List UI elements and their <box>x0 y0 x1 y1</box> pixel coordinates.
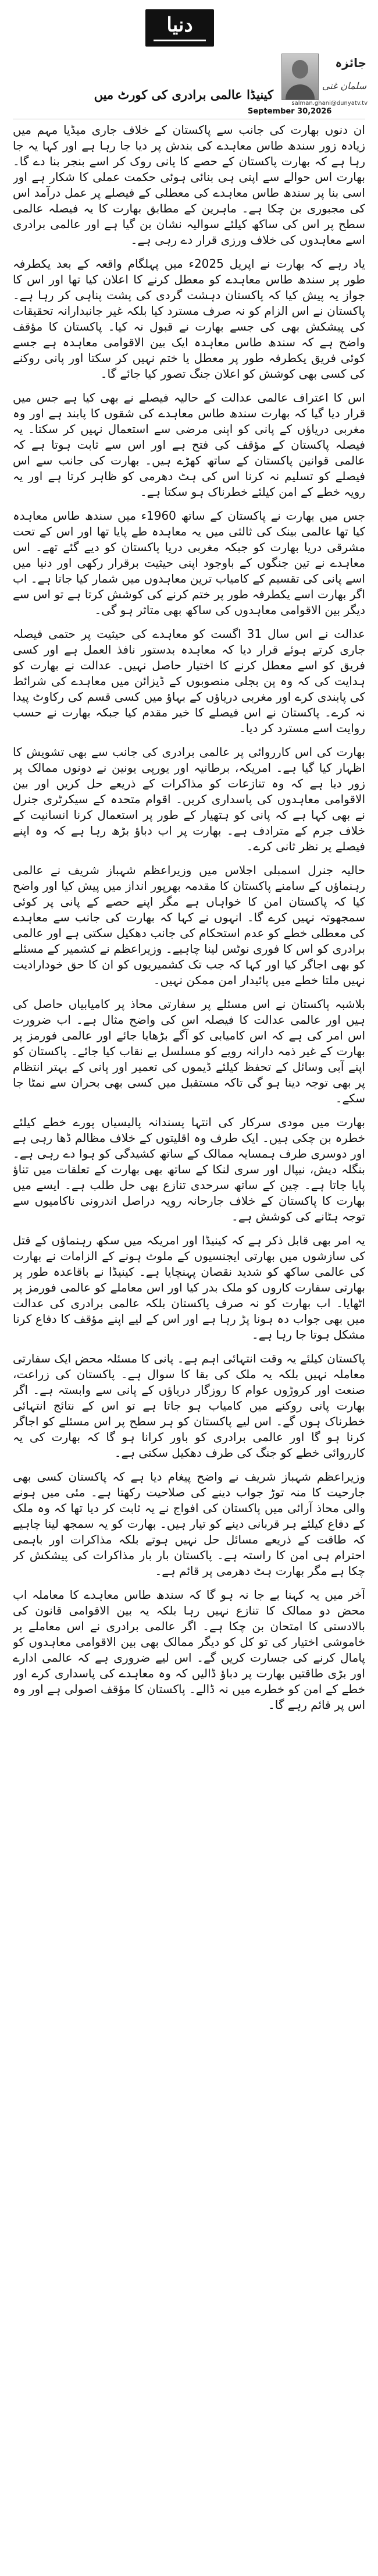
column-name: جائزہ <box>335 56 366 70</box>
masthead <box>0 0 378 116</box>
article-paragraph: اس کا اعتراف عالمی عدالت کے حالیہ فیصلے نے بھی کیا ہے جس میں قرار دیا گیا کہ بھارت سندھ طاس معاہدے کی شقوں کا پابند ہے اور وہ مغربی دریاؤں کے پانی کو اپنی مرضی سے استعمال نہیں کر سکتا۔ یہ فیصلہ پاکستان کے مؤقف کی فتح ہے اور اس سے ثابت ہوتا ہے کہ عالمی قوانین پاکستان کے ساتھ کھڑے ہیں۔ بھارت کی جانب سے اس فیصلے کو تسلیم نہ کرنا اس کی ہٹ دھرمی کو ظاہر کرتا ہے اور یہ رویہ خطے کے امن کیلئے خطرناک ہو سکتا ہے۔ <box>13 391 365 499</box>
article-paragraph: جس میں بھارت نے پاکستان کے ساتھ 1960ء میں سندھ طاس معاہدہ کیا تھا عالمی بینک کی ثالثی میں یہ معاہدہ طے پایا تھا اور اس کے تحت مشرقی دریا بھارت کو جبکہ مغربی دریا پاکستان کو دیے گئے تھے۔ اس معاہدے نے تین جنگوں کے باوجود اپنی حیثیت برقرار رکھی اور دنیا میں اسے پانی کی تقسیم کے کامیاب ترین معاہدوں میں شمار کیا جاتا ہے۔ اب اگر بھارت اسے یکطرفہ طور پر ختم کرنے کی کوشش کرتا ہے تو اس سے دیگر بین الاقوامی معاہدوں کی ساکھ بھی متاثر ہو گی۔ <box>13 509 365 617</box>
author-email: salman.ghani@dunyatv.tv <box>291 100 368 107</box>
article-paragraph: حالیہ جنرل اسمبلی اجلاس میں وزیراعظم شہباز شریف نے عالمی رہنماؤں کے سامنے پاکستان کا مقدمہ بھرپور انداز میں پیش کیا اور واضح کیا کہ پاکستان امن کا خواہاں ہے مگر اپنے حصے کے پانی پر کوئی سمجھوتہ نہیں کرے گا۔ انہوں نے کہا کہ بھارت کی جانب سے معاہدے کی معطلی خطے کو عدم استحکام کی جانب دھکیل سکتی ہے اور عالمی برادری کو اس کا فوری نوٹس لینا چاہیے۔ وزیراعظم نے کشمیر کے مسئلے کو بھی اجاگر کیا اور کہا کہ جب تک کشمیریوں کو ان کا حق خودارادیت نہیں ملتا خطے میں پائیدار امن ممکن نہیں۔ <box>13 863 365 987</box>
article-paragraph: عدالت نے اس سال 31 اگست کو معاہدے کی حیثیت پر حتمی فیصلہ جاری کرتے ہوئے قرار دیا کہ معاہدہ بدستور نافذ العمل ہے اور کسی فریق کو اسے معطل کرنے کا اختیار حاصل نہیں۔ عدالت نے بھارت کو ہدایت کی کہ وہ پن بجلی منصوبوں کے ڈیزائن میں معاہدے کی شرائط کی پابندی کرے اور مغربی دریاؤں کے بہاؤ میں کسی قسم کی رکاوٹ پیدا نہ کرے۔ پاکستان نے اس فیصلے کا خیر مقدم کیا جبکہ بھارت نے حسب روایت اسے مسترد کر دیا۔ <box>13 627 365 735</box>
article-title: کینیڈا عالمی برادری کی کورٹ میں <box>94 87 273 102</box>
article-paragraph: وزیراعظم شہباز شریف نے واضح پیغام دیا ہے کہ پاکستان کسی بھی جارحیت کا منہ توڑ جواب دینے کی صلاحیت رکھتا ہے۔ مئی میں ہونے والی محاذ آرائی میں پاکستان کی افواج نے یہ ثابت کر دیا تھا کہ وہ ملک کے دفاع کیلئے ہر قربانی دینے کو تیار ہیں۔ بھارت کو یہ سمجھ لینا چاہیے کہ طاقت کے ذریعے مسائل حل نہیں ہوتے بلکہ مذاکرات اور باہمی احترام ہی امن کا راستہ ہے۔ پاکستان بار بار مذاکرات کی پیشکش کر چکا ہے مگر بھارت ہٹ دھرمی پر قائم ہے۔ <box>13 1470 365 1578</box>
article-body <box>13 122 365 2567</box>
publish-date: September 30,2026 <box>248 107 332 116</box>
author-head-icon <box>292 60 308 79</box>
article-paragraph: بھارت میں مودی سرکار کی انتہا پسندانہ پالیسیاں پورے خطے کیلئے خطرہ بن چکی ہیں۔ ایک طرف وہ اقلیتوں کے خلاف مظالم ڈھا رہی ہے اور دوسری طرف ہمسایہ ممالک کے ساتھ کشیدگی کو ہوا دے رہی ہے۔ بنگلہ دیش، نیپال اور سری لنکا کے ساتھ بھی بھارت کے تعلقات میں تناؤ پایا جاتا ہے۔ چین کے ساتھ سرحدی تنازع بھی حل طلب ہے۔ ایسے میں بھارت کا پاکستان کے خلاف جارحانہ رویہ دراصل اندرونی ناکامیوں سے توجہ ہٹانے کی کوشش ہے۔ <box>13 1115 365 1223</box>
article-paragraph: ان دنوں بھارت کی جانب سے پاکستان کے خلاف جاری میڈیا مہم میں زیادہ زور سندھ طاس معاہدے کی بندش پر دیا جا رہا ہے اور کہا یہ جا رہا ہے کہ بھارت پاکستان کے حصے کا پانی روک کر اسے بنجر بنا دے گا۔ بھارت اس حوالے سے اپنی ہی بنائی ہوئی حکمت عملی کا شکار ہے اور اسی بنا پر سندھ طاس معاہدے کی معطلی کے فیصلے پر عمل درآمد اس کی مجبوری بن چکا ہے۔ ماہرین کے مطابق بھارت کا یہ فیصلہ عالمی سطح پر اس کی ساکھ کیلئے سوالیہ نشان بن گیا ہے اور عالمی برادری اسے معاہدوں کی خلاف ورزی قرار دے رہی ہے۔ <box>13 123 365 247</box>
article-paragraph: یاد رہے کہ بھارت نے اپریل 2025ء میں پہلگام واقعہ کے بعد یکطرفہ طور پر سندھ طاس معاہدے کو معطل کرنے کا اعلان کیا تھا اور اس کا جواز یہ پیش کیا کہ پاکستان دہشت گردی کی پشت پناہی کر رہا ہے۔ پاکستان نے اس الزام کو نہ صرف مسترد کیا بلکہ غیر جانبدارانہ تحقیقات کی پیشکش بھی کی جسے بھارت نے قبول نہ کیا۔ پاکستان کا مؤقف واضح ہے کہ سندھ طاس معاہدہ ایک بین الاقوامی معاہدہ ہے جسے کوئی فریق یکطرفہ طور پر معطل یا ختم نہیں کر سکتا اور پانی روکنے کی کسی بھی کوشش کو اعلان جنگ تصور کیا جائے گا۔ <box>13 257 365 381</box>
logo-swoosh-icon <box>154 40 206 41</box>
article-paragraph: بلاشبہ پاکستان نے اس مسئلے پر سفارتی محاذ پر کامیابیاں حاصل کی ہیں اور عالمی عدالت کا فیصلہ اس کی واضح مثال ہے۔ اب ضرورت اس امر کی ہے کہ اس کامیابی کو آگے بڑھایا جائے اور عالمی فورمز پر بھارت کے غیر ذمہ دارانہ رویے کو مسلسل بے نقاب کیا جائے۔ پاکستان کو اپنے آبی وسائل کے تحفظ کیلئے ڈیموں کی تعمیر اور پانی کے بہتر انتظام پر بھی توجہ دینا ہو گی تاکہ مستقبل میں کسی بھی بحران سے نمٹا جا سکے۔ <box>13 997 365 1105</box>
logo-text: دنیا <box>166 13 193 37</box>
article-paragraph: آخر میں یہ کہنا بے جا نہ ہو گا کہ سندھ طاس معاہدے کا معاملہ اب محض دو ممالک کا تنازع نہیں رہا بلکہ یہ بین الاقوامی قانون کی بالادستی کا امتحان بن چکا ہے۔ اگر عالمی برادری نے اس معاملے پر خاموشی اختیار کی تو کل کو دیگر ممالک بھی بین الاقوامی معاہدوں کو پامال کرنے کی جسارت کریں گے۔ اس لیے ضروری ہے کہ عالمی ادارے اور بڑی طاقتیں بھارت پر دباؤ ڈالیں کہ وہ معاہدے کی پاسداری کرے اور خطے کے امن کو خطرے میں نہ ڈالے۔ پاکستان کا مؤقف اصولی ہے اور وہ اس پر قائم رہے گا۔ <box>13 1588 365 1712</box>
author-name: سلمان غنی <box>322 80 366 91</box>
author-shoulders-icon <box>286 84 315 100</box>
newspaper-logo <box>145 9 214 47</box>
article-paragraph: بھارت کی اس کارروائی پر عالمی برادری کی جانب سے بھی تشویش کا اظہار کیا گیا ہے۔ امریکہ، برطانیہ اور یورپی یونین نے دونوں ممالک پر زور دیا ہے کہ وہ تنازعات کو مذاکرات کے ذریعے حل کریں اور بین الاقوامی معاہدوں کی پاسداری کریں۔ اقوام متحدہ کے سیکرٹری جنرل نے بھی کہا ہے کہ پانی کو ہتھیار کے طور پر استعمال کرنا انسانیت کے خلاف جرم کے مترادف ہے۔ بھارت پر اب دباؤ بڑھ رہا ہے کہ وہ اپنے فیصلے پر نظر ثانی کرے۔ <box>13 745 365 853</box>
author-photo <box>281 54 319 100</box>
article-paragraph: پاکستان کیلئے یہ وقت انتہائی اہم ہے۔ پانی کا مسئلہ محض ایک سفارتی معاملہ نہیں بلکہ یہ ملک کی بقا کا سوال ہے۔ پاکستان کی زراعت، صنعت اور کروڑوں عوام کا روزگار دریاؤں کے پانی سے وابستہ ہے۔ اگر بھارت پانی روکنے میں کامیاب ہو جاتا ہے تو اس کے نتائج انتہائی خطرناک ہوں گے۔ اس لیے پاکستان کو ہر سطح پر اس مسئلے کو اجاگر کرنا ہو گا اور عالمی برادری کو باور کرانا ہو گا کہ بھارت کی یہ کارروائی خطے کو جنگ کی طرف دھکیل سکتی ہے۔ <box>13 1351 365 1460</box>
article-paragraph: یہ امر بھی قابل ذکر ہے کہ کینیڈا اور امریکہ میں سکھ رہنماؤں کے قتل کی سازشوں میں بھارتی ایجنسیوں کے ملوث ہونے کے الزامات نے بھارت کی عالمی ساکھ کو شدید نقصان پہنچایا ہے۔ کینیڈا نے باقاعدہ طور پر بھارتی سفارت کاروں کو ملک بدر کیا اور اس معاملے کو عالمی فورمز پر اٹھایا۔ اب بھارت کو نہ صرف پاکستان بلکہ عالمی برادری کی عدالت میں بھی جواب دہ ہونا پڑ رہا ہے اور اس کے لیے اپنے مؤقف کا دفاع کرنا مشکل ہوتا جا رہا ہے۔ <box>13 1233 365 1342</box>
